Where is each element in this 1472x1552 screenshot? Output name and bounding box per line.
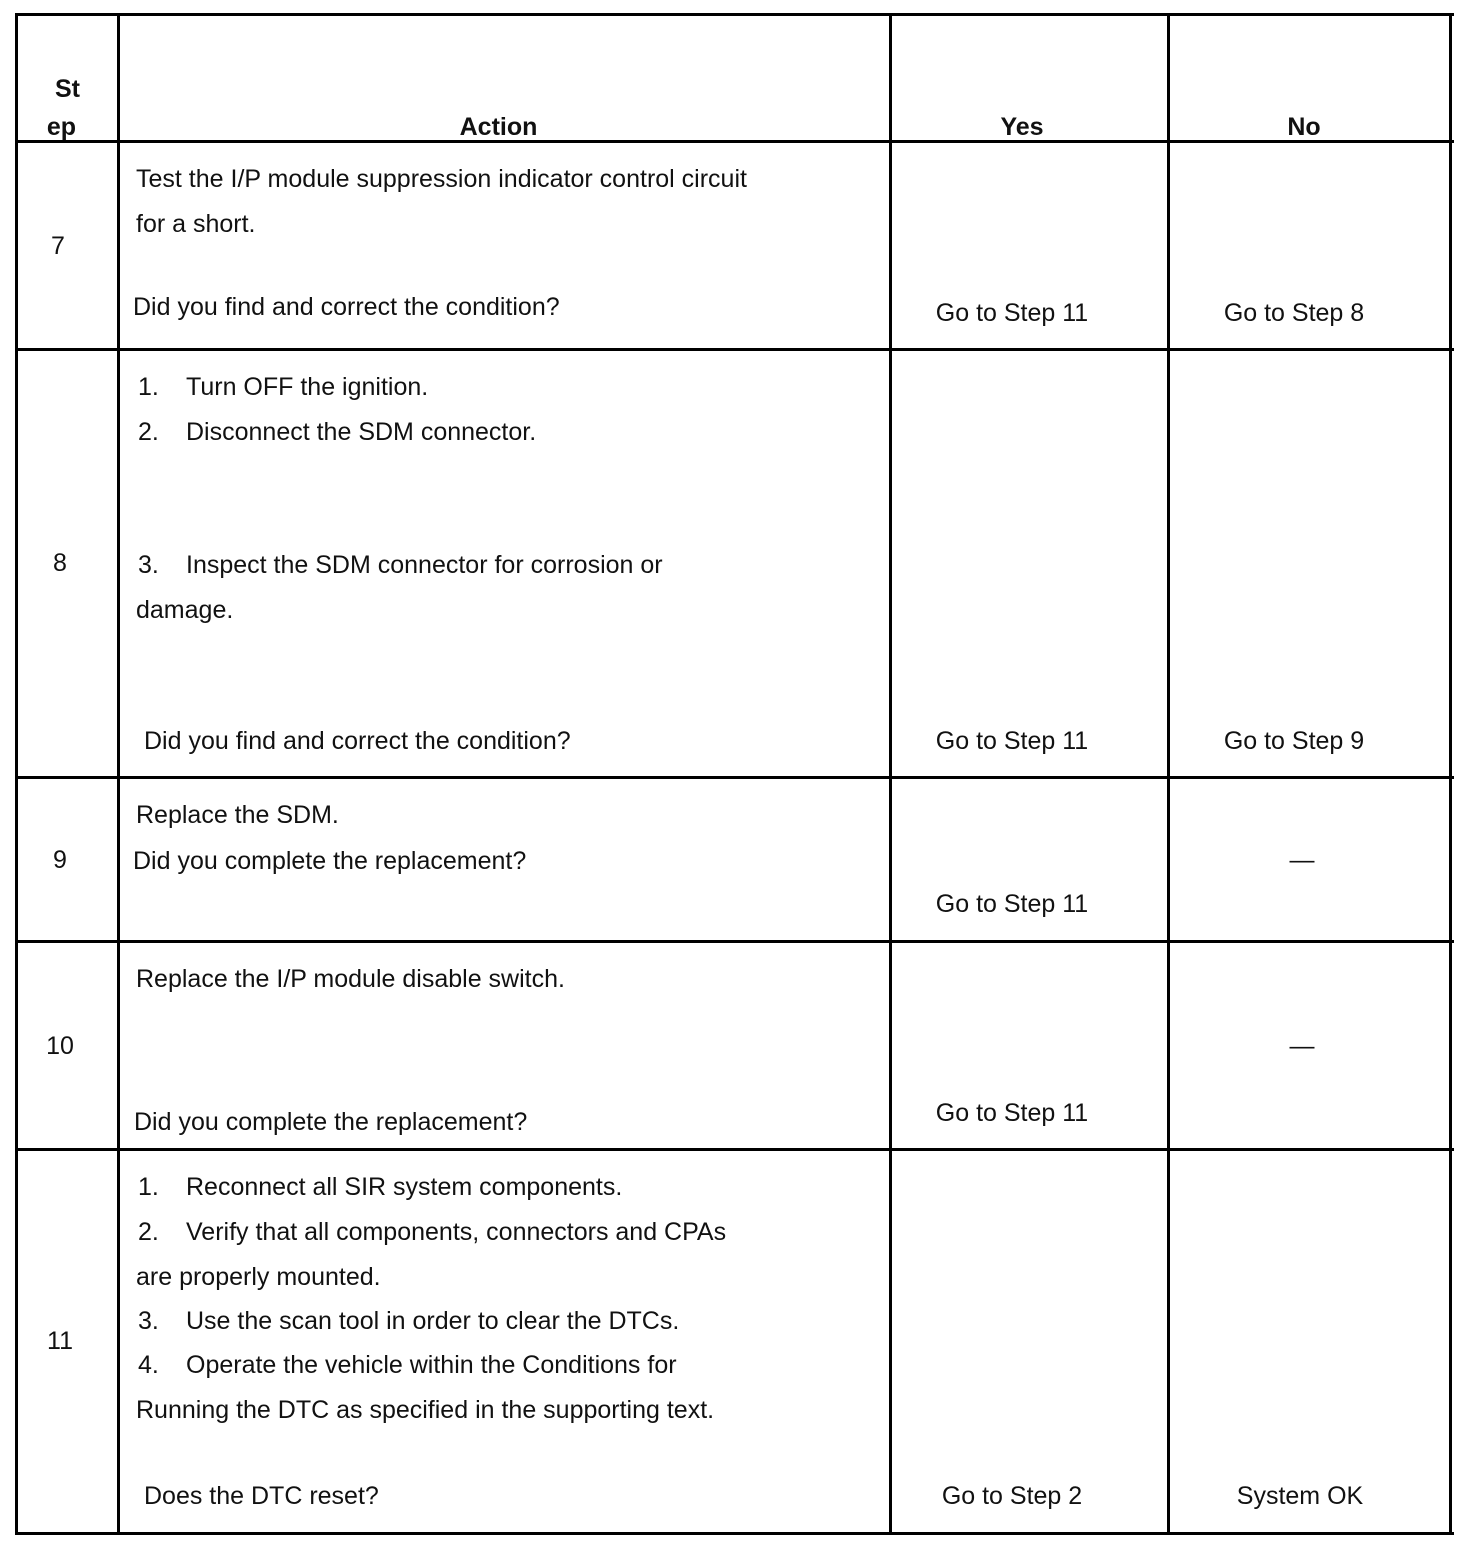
action-question: Did you complete the replacement?: [134, 1108, 528, 1136]
action-text: Test the I/P module suppression indicator control circuit: [136, 165, 747, 193]
yes-result: Go to Step 11: [935, 299, 1089, 327]
action-text: are properly mounted.: [136, 1263, 381, 1291]
item-text: Inspect the SDM connector for corrosion or: [186, 551, 663, 579]
row-divider: [15, 1148, 1454, 1151]
table-border-bottom: [15, 1532, 1454, 1535]
item-text: Operate the vehicle within the Conditions for: [186, 1351, 677, 1379]
no-result: System OK: [1236, 1482, 1364, 1510]
action-list-item: [138, 417, 536, 447]
action-question: Does the DTC reset?: [144, 1482, 379, 1510]
header-step-line1: St: [55, 75, 80, 103]
table-border-top: [15, 13, 1454, 16]
no-result: —: [1289, 1032, 1315, 1060]
item-text: Verify that all components, connectors and CPAs: [186, 1218, 727, 1246]
item-text: Reconnect all SIR system components.: [186, 1173, 623, 1201]
action-text: Replace the SDM.: [136, 801, 339, 829]
yes-result: Go to Step 11: [935, 890, 1089, 918]
step-number: 9: [53, 846, 67, 874]
column-divider: [889, 13, 892, 1535]
row-divider: [15, 940, 1454, 943]
item-number: 4.: [138, 1351, 159, 1379]
step-number: 10: [46, 1032, 74, 1060]
column-divider: [1167, 13, 1170, 1535]
action-list-item: [138, 1306, 679, 1336]
header-step-line2: ep: [46, 113, 77, 141]
action-list-item: [138, 372, 428, 402]
action-list-item: [138, 1350, 677, 1380]
header-action: Action: [459, 113, 538, 141]
action-text: Replace the I/P module disable switch.: [136, 965, 565, 993]
step-number: 7: [51, 232, 65, 260]
header-no: No: [1287, 113, 1321, 141]
action-text: for a short.: [136, 210, 256, 238]
no-result: Go to Step 9: [1223, 727, 1365, 755]
item-text: Use the scan tool in order to clear the DTCs.: [186, 1307, 680, 1335]
step-number: 8: [53, 549, 67, 577]
item-text: Turn OFF the ignition.: [186, 373, 429, 401]
item-number: 1.: [138, 373, 159, 401]
action-question: Did you find and correct the condition?: [133, 293, 560, 321]
header-yes: Yes: [1000, 113, 1044, 141]
item-number: 3.: [138, 551, 159, 579]
item-number: 2.: [138, 418, 159, 446]
action-text: Running the DTC as specified in the supporting text.: [136, 1396, 715, 1424]
item-number: 2.: [138, 1218, 159, 1246]
action-list-item: [138, 550, 663, 580]
column-divider: [117, 13, 120, 1535]
step-number: 11: [47, 1327, 73, 1355]
row-divider: [15, 776, 1454, 779]
action-question: Did you find and correct the condition?: [144, 727, 571, 755]
table-border-right: [1449, 13, 1452, 1535]
row-divider: [15, 348, 1454, 351]
yes-result: Go to Step 11: [935, 727, 1089, 755]
item-number: 3.: [138, 1307, 159, 1335]
action-text: damage.: [136, 596, 234, 624]
item-text: Disconnect the SDM connector.: [186, 418, 537, 446]
item-number: 1.: [138, 1173, 159, 1201]
action-list-item: [138, 1172, 622, 1202]
no-result: Go to Step 8: [1223, 299, 1365, 327]
action-list-item: [138, 1217, 726, 1247]
action-question: Did you complete the replacement?: [133, 847, 527, 875]
yes-result: Go to Step 2: [941, 1482, 1083, 1510]
yes-result: Go to Step 11: [935, 1099, 1089, 1127]
no-result: —: [1289, 846, 1315, 874]
